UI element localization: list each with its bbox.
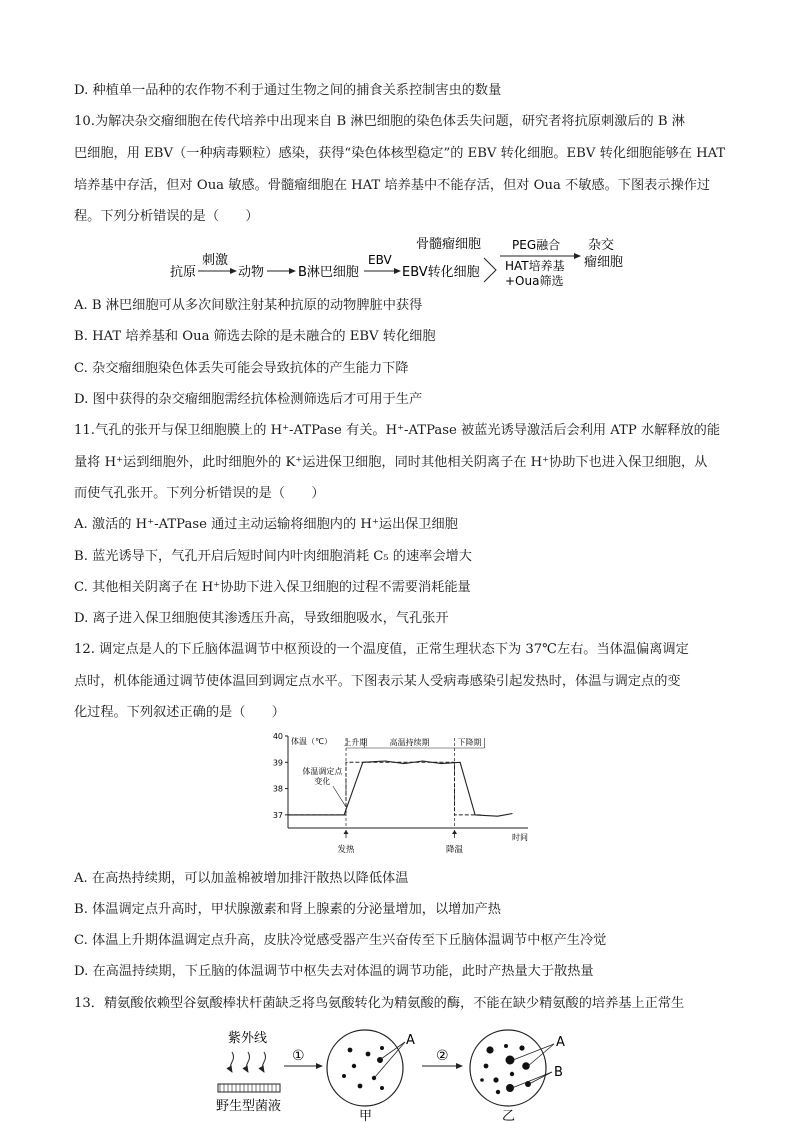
y-tick-label: 39	[272, 758, 283, 768]
event-label: 降温	[446, 845, 464, 855]
q11-stem-line-1: 11.气孔的张开与保卫细胞膜上的 H⁺-ATPase 有关。H⁺-ATPase 被蓝光诱导激活后会利用 ATP 水解释放的能	[74, 423, 721, 438]
dish-yi-label-b: B	[554, 1065, 563, 1080]
q11-stem-line-3: 而使气孔张开。下列分析错误的是（ ）	[74, 486, 325, 501]
q11-option-c: C. 其他相关阴离子在 H⁺协助下进入保卫细胞的过程不需要消耗能量	[74, 580, 471, 595]
diagram-stimulate: 刺激	[202, 253, 229, 268]
diagram-hat: HAT培养基	[505, 259, 565, 273]
diagram-hybrid-2: 瘤细胞	[584, 255, 624, 270]
q10-stem-line-1: 10.为解决杂交瘤细胞在传代培养中出现来自 B 淋巴细胞的染色体丢失问题，研究者将抗原刺激后的 B 淋	[74, 114, 685, 129]
dish-yi-label-a: A	[556, 1035, 565, 1050]
dish-yi-label: 乙	[502, 1109, 516, 1122]
q13-experiment-diagram	[210, 1026, 580, 1122]
setpoint-annotation: 变化	[314, 777, 331, 787]
q11-option-b: B. 蓝光诱导下，气孔开启后短时间内叶肉细胞消耗 C₅ 的速率会增大	[74, 549, 472, 564]
q12-option-a: A. 在高热持续期，可以加盖棉被增加排汗散热以降低体温	[74, 871, 409, 886]
diagram-myeloma: 骨髓瘤细胞	[416, 237, 482, 252]
uv-label: 紫外线	[228, 1031, 268, 1046]
dish-jia-colonies	[342, 1046, 384, 1090]
x-axis-label: 时间	[512, 833, 528, 842]
q11-option-d: D. 离子进入保卫细胞使其渗透压升高，导致细胞吸水，气孔张开	[74, 611, 449, 626]
diagram-merge-bracket	[484, 258, 496, 282]
diagram-bcell: B淋巴细胞	[298, 265, 359, 280]
y-axis-label: 体温（℃）	[291, 737, 332, 746]
event-label: 发热	[337, 845, 355, 855]
y-tick-label: 37	[272, 810, 283, 820]
q9-option-d: D. 种植单一品种的农作物不利于通过生物之间的捕食关系控制害虫的数量	[74, 83, 502, 98]
annotation-leader	[333, 786, 346, 807]
diagram-ebv-cell: EBV转化细胞	[402, 265, 480, 280]
dish-yi	[470, 1030, 546, 1106]
q10-stem-line-2: 巴细胞，用 EBV（一种病毒颗粒）感染，获得“染色体核型稳定”的 EBV 转化细胞。EBV 转化细胞能够在 HAT	[74, 146, 726, 161]
dish-yi-colonies	[480, 1044, 531, 1094]
phase-label: 下降期	[457, 738, 482, 747]
q12-option-d: D. 在高温持续期，下丘脑的体温调节中枢失去对体温的调节功能，此时产热量大于散热量	[74, 964, 594, 979]
q12-stem-line-3: 化过程。下列叙述正确的是（ ）	[74, 705, 285, 720]
event-arrowhead	[344, 830, 349, 834]
dish-jia-label: 甲	[359, 1109, 373, 1122]
q11-option-a: A. 激活的 H⁺-ATPase 通过主动运输将细胞内的 H⁺运出保卫细胞	[74, 517, 458, 532]
q12-stem-line-1: 12. 调定点是人的下丘脑体温调节中枢预设的一个温度值，正常生理状态下为 37℃左右。当体温偏离调定	[74, 642, 689, 657]
q10-stem-line-3: 培养基中存活，但对 Oua 敏感。骨髓瘤细胞在 HAT 培养基中不能存活，但对 Oua 不敏感。下图表示操作过	[74, 178, 711, 193]
step-2-label: ②	[436, 1048, 449, 1064]
diagram-oua: +Oua筛选	[505, 274, 564, 288]
y-tick-label: 38	[272, 784, 283, 794]
q12-option-c: C. 体温上升期体温调定点升高，皮肤冷觉感受器产生兴奋传至下丘脑体温调节中枢产生冷觉	[74, 933, 607, 948]
diagram-animal: 动物	[238, 265, 265, 280]
y-tick-label: 40	[272, 732, 283, 741]
chart-ticks	[273, 732, 288, 820]
q12-temperature-chart	[258, 728, 548, 862]
chart-labels	[291, 736, 528, 855]
event-arrowhead	[452, 830, 457, 834]
phase-label: 上升期	[343, 738, 368, 747]
q10-option-c: C. 杂交瘤细胞染色体丢失可能会导致抗体的产生能力下降	[74, 361, 409, 376]
chart-guides	[333, 738, 485, 838]
q10-flow-diagram	[160, 232, 640, 294]
uv-ray-3	[263, 1052, 266, 1072]
dish-jia	[327, 1030, 403, 1106]
q10-option-d: D. 图中获得的杂交瘤细胞需经抗体检测筛选后才可用于生产	[74, 392, 423, 407]
setpoint-annotation: 体温调定点	[302, 767, 343, 777]
q10-option-a: A. B 淋巴细胞可从多次间歇注射某种抗原的动物脾脏中获得	[74, 298, 423, 313]
q11-stem-line-2: 量将 H⁺运到细胞外，此时细胞外的 K⁺运进保卫细胞，同时其他相关阴离子在 H⁺协助下也进入保卫细胞，从	[74, 455, 708, 470]
diagram-hybrid-1: 杂交	[588, 238, 615, 253]
step-1-label: ①	[292, 1048, 305, 1064]
wild-type-label: 野生型菌液	[216, 1099, 282, 1114]
q10-stem-line-4: 程。下列分析错误的是（ ）	[74, 209, 259, 224]
uv-ray-2	[247, 1052, 250, 1072]
q10-option-b: B. HAT 培养基和 Oua 筛选去除的是未融合的 EBV 转化细胞	[74, 329, 436, 344]
dish-jia-label-a: A	[406, 1033, 415, 1048]
phase-label: 高温持续期	[389, 738, 430, 747]
diagram-ebv: EBV	[368, 253, 392, 267]
uv-ray-1	[231, 1052, 234, 1072]
q12-option-b: B. 体温调定点升高时，甲状腺激素和肾上腺素的分泌量增加，以增加产热	[74, 902, 501, 917]
q13-stem-line-1: 13．精氨酸依赖型谷氨酸棒状杆菌缺乏将鸟氨酸转化为精氨酸的酶，不能在缺少精氨酸的培养基上正常生	[74, 996, 685, 1011]
culture-tube	[218, 1084, 280, 1092]
diagram-antigen: 抗原	[170, 265, 197, 280]
q12-stem-line-2: 点时，机体能通过调节使体温回到调定点水平。下图表示某人受病毒感染引起发热时，体温与调定点的变	[74, 674, 681, 689]
diagram-peg: PEG融合	[512, 238, 561, 252]
